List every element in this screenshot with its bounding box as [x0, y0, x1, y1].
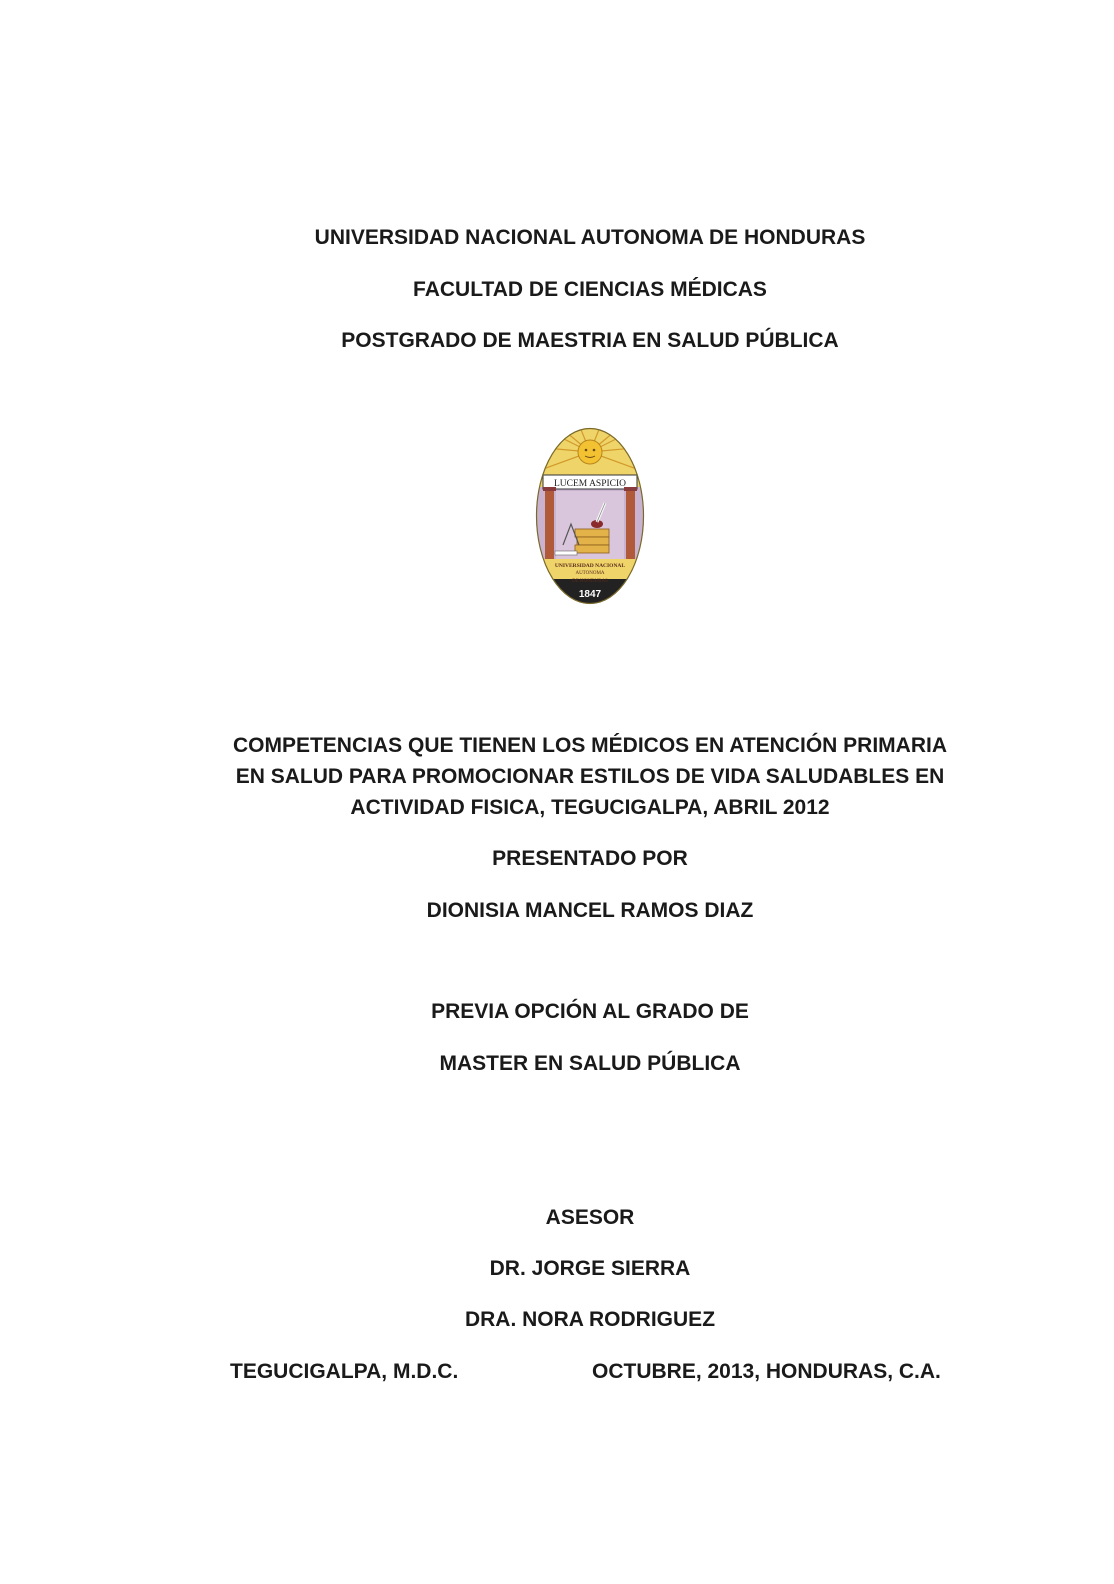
- university-seal: [535, 427, 645, 605]
- thesis-title-line-3: ACTIVIDAD FISICA, TEGUCIGALPA, ABRIL 2012: [350, 796, 830, 819]
- author-name: DIONISIA MANCEL RAMOS DIAZ: [426, 899, 754, 922]
- university-name: UNIVERSIDAD NACIONAL AUTONOMA DE HONDURAS: [314, 226, 866, 249]
- program-name: POSTGRADO DE MAESTRIA EN SALUD PÚBLICA: [341, 329, 839, 352]
- footer-place: TEGUCIGALPA, M.D.C.: [230, 1360, 459, 1383]
- degree-line-2: MASTER EN SALUD PÚBLICA: [439, 1052, 741, 1075]
- thesis-title-line-2: EN SALUD PARA PROMOCIONAR ESTILOS DE VIDA SALUDABLES EN: [235, 765, 945, 788]
- seal-name-line3: DE HONDURAS: [572, 579, 608, 584]
- advisor-name-2: DRA. NORA RODRIGUEZ: [464, 1308, 716, 1331]
- seal-name-line1: UNIVERSIDAD NACIONAL: [554, 563, 626, 569]
- thesis-title-line-1: COMPETENCIAS QUE TIENEN LOS MÉDICOS EN ATENCIÓN PRIMARIA: [232, 734, 948, 757]
- seal-motto: LUCEM ASPICIO: [553, 479, 627, 489]
- faculty-name: FACULTAD DE CIENCIAS MÉDICAS: [413, 278, 767, 301]
- presented-by-label: PRESENTADO POR: [492, 847, 688, 870]
- seal-year: 1847: [578, 589, 602, 600]
- advisor-name-1: DR. JORGE SIERRA: [489, 1257, 691, 1280]
- footer-date-country: OCTUBRE, 2013, HONDURAS, C.A.: [592, 1360, 941, 1383]
- seal-name-line2: AUTONOMA: [575, 571, 605, 576]
- degree-line-1: PREVIA OPCIÓN AL GRADO DE: [431, 1000, 749, 1023]
- advisor-label: ASESOR: [545, 1206, 635, 1229]
